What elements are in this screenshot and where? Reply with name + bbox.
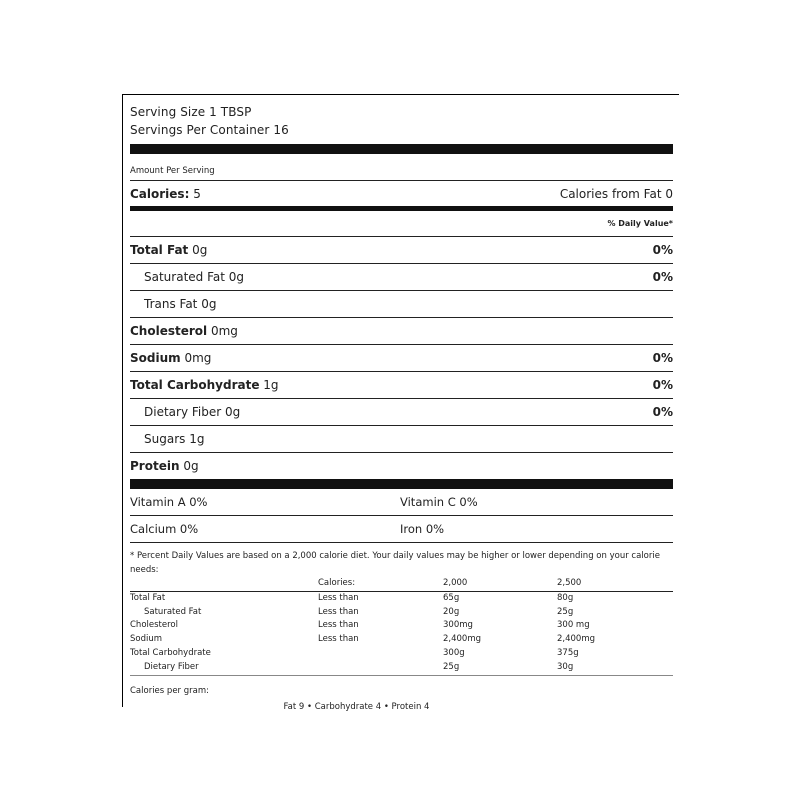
nutrient-name: Total Carbohydrate (130, 378, 260, 392)
calories-per-gram-label: Calories per gram: (130, 685, 209, 696)
nutrient-row-sodium (130, 345, 673, 372)
table-cell: Cholesterol (130, 620, 178, 631)
calories-per-gram-values: Fat 9 • Carbohydrate 4 • Protein 4 (283, 701, 430, 712)
calories-value: 5 (193, 186, 201, 201)
nutrient-amount: 1g (263, 378, 279, 392)
nutrient-label (144, 405, 240, 419)
nutrient-name: Sodium (130, 351, 181, 365)
iron: Iron 0% (400, 522, 445, 536)
calories-label: Calories: (130, 186, 190, 201)
table-cell: 300mg (443, 620, 473, 631)
nutrient-dv: 0% (652, 270, 673, 284)
amount-per-serving-row (130, 154, 673, 181)
thick-divider (130, 144, 673, 154)
nutrient-name: Dietary Fiber (144, 405, 222, 419)
nutrient-label (130, 351, 211, 365)
table-header-row (130, 577, 673, 591)
nutrient-name: Trans Fat (144, 297, 198, 311)
table-cell: 2,400mg (443, 634, 482, 645)
table-cell: 20g (443, 606, 460, 617)
serving-size: Serving Size 1 TBSP (130, 105, 252, 119)
table-cell: 375g (557, 647, 579, 658)
table-cell (130, 577, 318, 591)
daily-value-header-row (130, 211, 673, 237)
nutrient-label (144, 270, 244, 284)
table-cell: Total Carbohydrate (130, 647, 211, 658)
nutrient-row-cholesterol (130, 318, 673, 345)
nutrient-dv: 0% (652, 351, 673, 365)
table-cell: 65g (443, 592, 460, 603)
vitamin-c: Vitamin C 0% (400, 495, 478, 509)
table-cell: Total Fat (130, 592, 166, 603)
nutrient-row-total-fat (130, 237, 673, 264)
table-row (130, 591, 673, 605)
daily-value-table (130, 577, 673, 676)
nutrient-amount: 0g (192, 243, 208, 257)
nutrient-amount: 0mg (210, 324, 238, 338)
table-row (130, 633, 673, 647)
nutrient-amount: 0g (201, 297, 217, 311)
nutrient-name: Saturated Fat (144, 270, 225, 284)
nutrient-name: Total Fat (130, 243, 189, 257)
table-cell: Less than (318, 592, 359, 603)
table-cell: Less than (318, 606, 359, 617)
table-cell: 2,000 (443, 577, 557, 591)
table-cell: Less than (318, 634, 359, 645)
calcium: Calcium 0% (130, 522, 199, 536)
nutrient-row-total-carbohydrate (130, 372, 673, 399)
nutrient-dv: 0% (652, 405, 673, 419)
table-cell: 30g (557, 661, 673, 675)
table-cell: 300 mg (557, 620, 590, 631)
nutrient-amount: 1g (189, 432, 205, 446)
nutrient-amount: 0g (228, 270, 245, 284)
table-cell: 300g (443, 647, 465, 658)
nutrient-name: Sugars (144, 432, 186, 446)
table-row (130, 606, 673, 620)
nutrient-row-trans-fat (130, 291, 673, 318)
table-cell (318, 647, 443, 661)
nutrient-row-sugars (130, 426, 673, 453)
nutrient-label (130, 459, 199, 473)
table-cell (318, 661, 443, 675)
calories-from-fat: Calories from Fat 0 (559, 186, 673, 201)
nutrient-row-saturated-fat (130, 264, 673, 291)
nutrient-name: Cholesterol (130, 324, 208, 338)
daily-value-header: % Daily Value* (607, 219, 673, 228)
table-cell: 25g (557, 606, 574, 617)
nutrient-dv: 0% (652, 243, 673, 257)
nutrient-label (144, 432, 204, 446)
nutrient-name: Protein (130, 459, 180, 473)
vitamin-row-2 (130, 516, 673, 543)
table-cell: Dietary Fiber (130, 661, 318, 675)
table-cell: Sodium (130, 634, 163, 645)
nutrient-row-protein (130, 453, 673, 479)
table-cell: 25g (443, 661, 557, 675)
table-cell: Calories: (318, 577, 443, 591)
nutrient-amount: 0g (225, 405, 241, 419)
table-cell: Saturated Fat (144, 606, 202, 617)
servings-per-container: Servings Per Container 16 (130, 123, 289, 137)
nutrition-facts-label (122, 94, 679, 712)
vitamin-row-1 (130, 489, 673, 516)
nutrient-label (130, 324, 238, 338)
table-cell: 2,400mg (557, 634, 596, 645)
nutrient-amount: 0mg (184, 351, 212, 365)
table-row (130, 661, 673, 675)
nutrient-row-dietary-fiber (130, 399, 673, 426)
nutrient-amount: 0g (183, 459, 199, 473)
nutrient-label (130, 243, 207, 257)
calories-row (130, 181, 673, 206)
vitamin-a: Vitamin A 0% (130, 495, 208, 509)
table-cell: 2,500 (557, 577, 673, 591)
nutrient-dv: 0% (652, 378, 673, 392)
nutrient-label (130, 378, 279, 392)
table-cell: Less than (318, 620, 359, 631)
table-row (130, 619, 673, 633)
table-row (130, 647, 673, 661)
table-cell: 80g (557, 592, 574, 603)
label-content (130, 103, 673, 712)
thick-divider (130, 479, 673, 489)
calories-group (130, 187, 201, 201)
daily-value-footnote: * Percent Daily Values are based on a 2,000 calorie diet. Your daily values may be higher or lower depending on your calorie needs: (130, 551, 660, 575)
nutrient-label (144, 297, 216, 311)
amount-per-serving: Amount Per Serving (130, 166, 215, 176)
